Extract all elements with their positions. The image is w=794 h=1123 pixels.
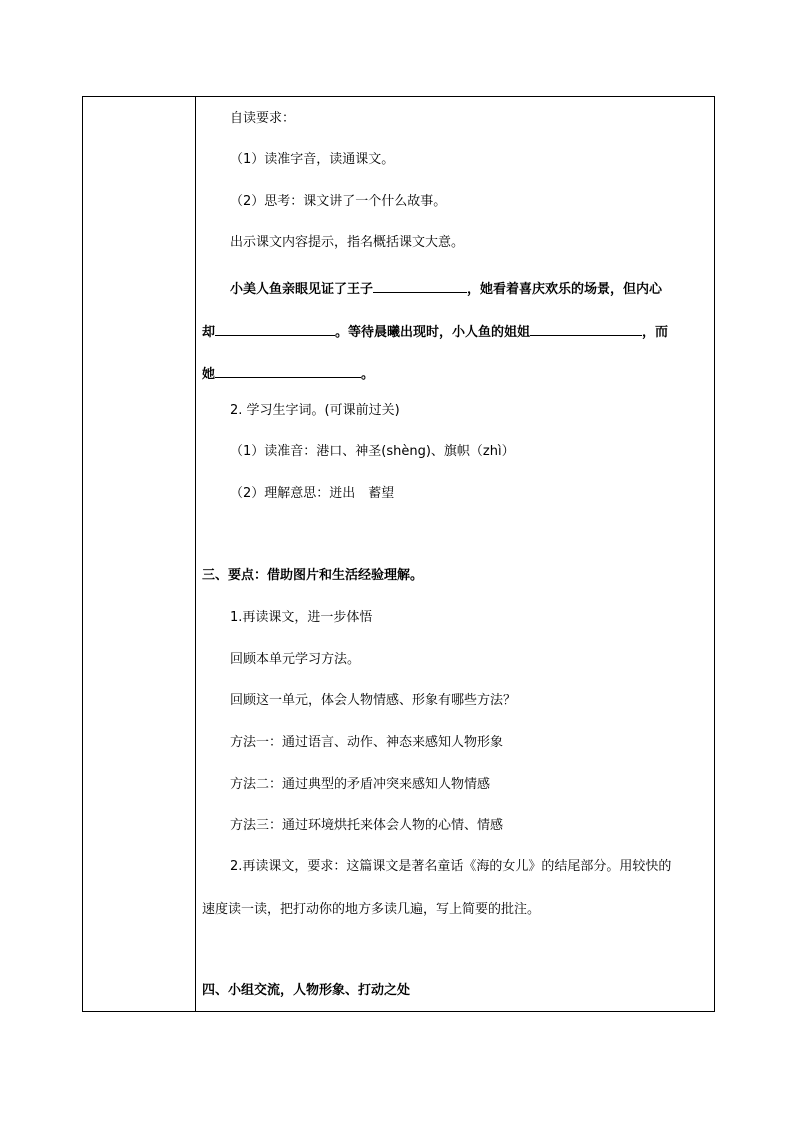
fill-blank-line-3	[202, 363, 374, 383]
self-read-prompt: 出示课文内容提示，指名概括课文大意。	[230, 235, 465, 250]
vocab-heading: 2. 学习生字词。(可课前过关)	[230, 403, 400, 418]
answer-blank[interactable]	[530, 321, 642, 336]
section-4-title: 四、小组交流，人物形象、打动之处	[202, 983, 411, 998]
fill-blank-text: ，而	[642, 325, 669, 340]
section-3-review: 回顾本单元学习方法。	[230, 652, 361, 667]
vocab-item-2: （2）理解意思：迸出 蓄望	[230, 486, 395, 501]
fill-blank-text: 却	[202, 325, 216, 340]
section-3-step-2-line-1: 2.再读课文，要求：这篇课文是著名童话《海的女儿》的结尾部分。用较快的	[230, 859, 672, 874]
table-left-column	[83, 97, 196, 1011]
self-read-item-1: （1）读准字音，读通课文。	[230, 152, 395, 167]
self-read-item-2: （2）思考：课文讲了一个什么故事。	[230, 194, 447, 209]
fill-blank-line-2	[202, 321, 668, 341]
self-read-heading: 自读要求：	[230, 111, 296, 126]
fill-blank-text: 小美人鱼亲眼见证了王子	[230, 282, 374, 297]
fill-blank-text: 她	[202, 367, 216, 382]
fill-blank-text: 。	[361, 367, 375, 382]
section-3-step-2-line-2: 速度读一读，把打动你的地方多读几遍，写上简要的批注。	[202, 902, 541, 917]
answer-blank[interactable]	[373, 278, 467, 293]
method-1: 方法一：通过语言、动作、神态来感知人物形象	[230, 735, 504, 750]
section-3-question: 回顾这一单元，体会人物情感、形象有哪些方法？	[230, 693, 517, 708]
method-3: 方法三：通过环境烘托来体会人物的心情、情感	[230, 818, 504, 833]
answer-blank[interactable]	[215, 321, 335, 336]
answer-blank[interactable]	[215, 363, 361, 378]
fill-blank-text: 。等待晨曦出现时，小人鱼的姐姐	[335, 325, 531, 340]
fill-blank-text: ，她看着喜庆欢乐的场景，但内心	[467, 282, 663, 297]
section-3-step-1: 1.再读课文，进一步体悟	[230, 610, 373, 625]
fill-blank-line-1	[230, 278, 662, 298]
section-3-title: 三、要点：借助图片和生活经验理解。	[202, 568, 424, 583]
vocab-item-1: （1）读准音：港口、神圣(shèng)、旗帜（zhì）	[230, 444, 515, 459]
lesson-table	[82, 96, 715, 1012]
method-2: 方法二：通过典型的矛盾冲突来感知人物情感	[230, 777, 491, 792]
